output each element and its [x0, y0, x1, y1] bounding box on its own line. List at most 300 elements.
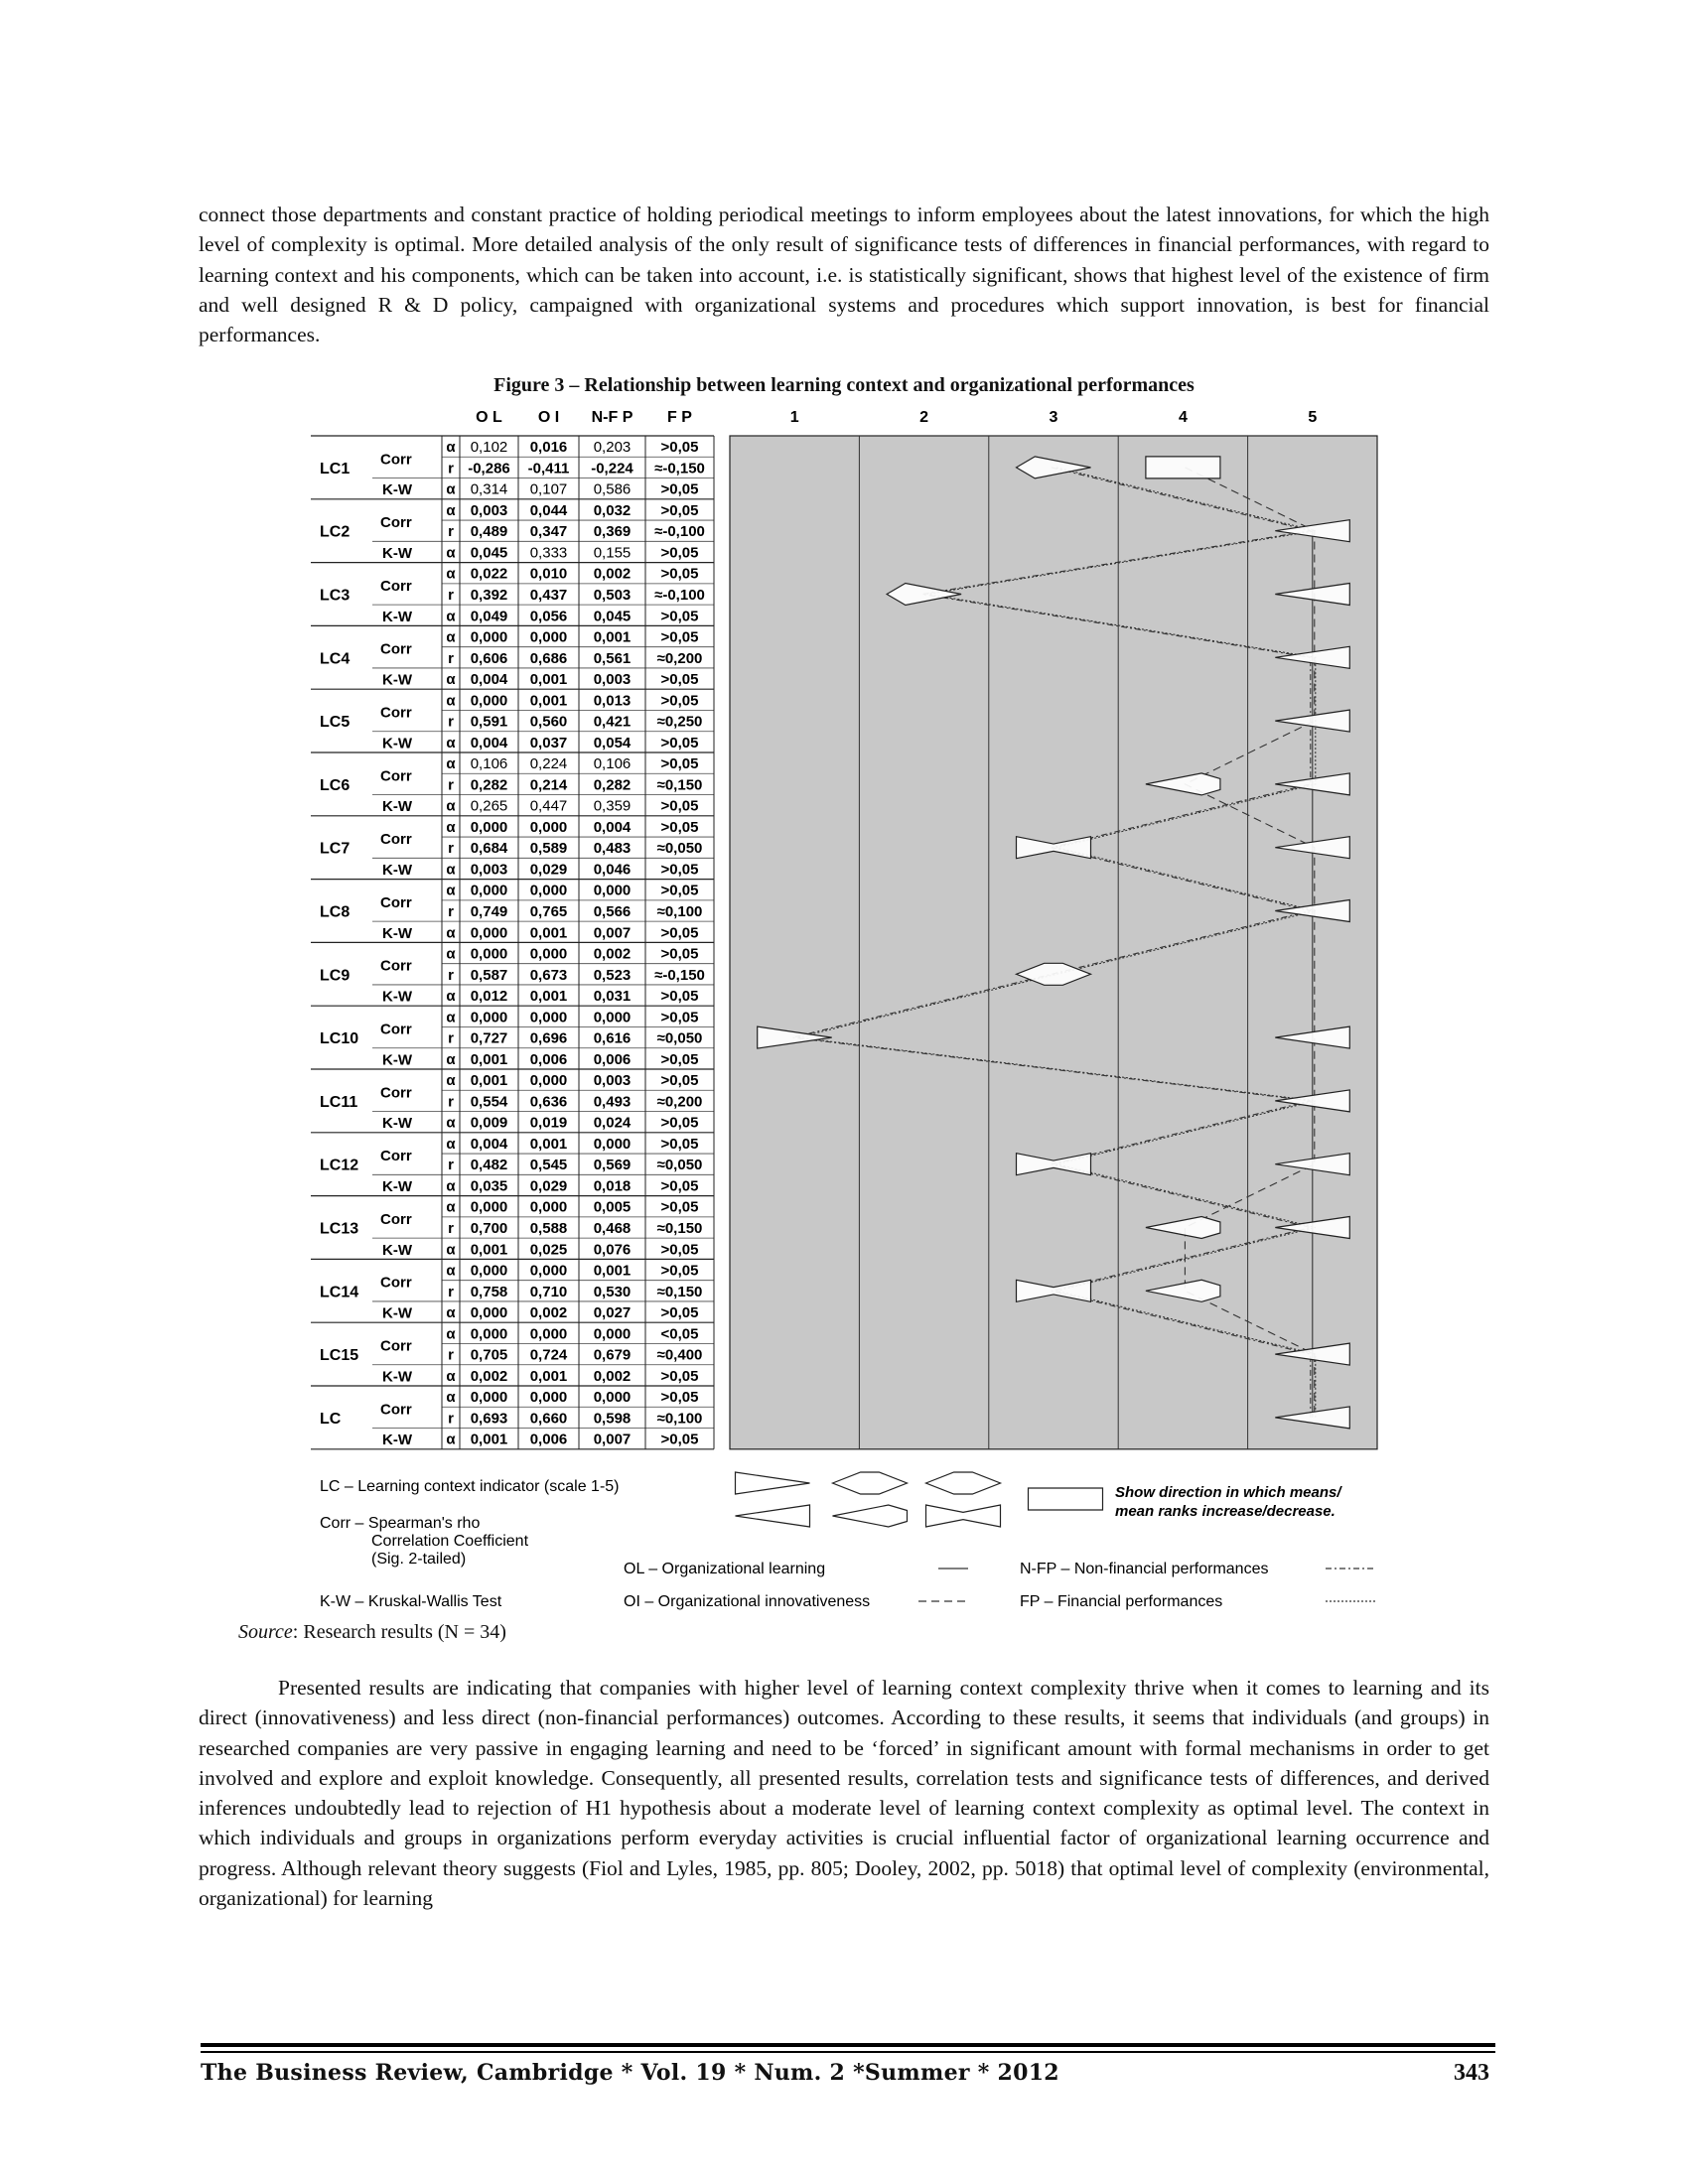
sub-stat-label: α: [446, 692, 456, 710]
sub-stat-label: r: [448, 713, 454, 731]
table-cell: ≈0,150: [656, 1220, 703, 1237]
row-stat-label: K-W: [382, 1051, 412, 1069]
table-cell: 0,000: [470, 1325, 508, 1343]
table-cell: 0,693: [470, 1410, 508, 1428]
table-cell: 0,710: [529, 1283, 568, 1300]
table-row: [311, 1199, 714, 1260]
table-cell: 0,004: [593, 818, 632, 836]
table-cell: 0,437: [529, 587, 568, 604]
table-cell: 0,001: [529, 988, 568, 1006]
table-cell: <0,05: [660, 1325, 699, 1343]
table-cell: 0,002: [593, 945, 632, 963]
table-cell: 0,013: [593, 692, 632, 710]
table-cell: 0,000: [529, 1198, 568, 1216]
table-cell: 0,468: [593, 1220, 632, 1237]
table-cell: 0,224: [529, 755, 568, 773]
table-cell: 0,006: [593, 1050, 632, 1068]
legend-shape-diamond: [833, 1472, 908, 1494]
table-cell: >0,05: [660, 818, 699, 836]
row-label: LC9: [320, 967, 351, 985]
table-cell: ≈-0,100: [654, 523, 705, 541]
footer-journal: The Business Review, Cambridge * Vol. 19 * Num. 2 *Summer * 2012: [201, 2060, 1059, 2086]
table-cell: >0,05: [660, 1389, 699, 1407]
table-cell: 0,686: [529, 649, 568, 667]
table-cell: 0,282: [470, 776, 508, 794]
legend-shape-hex-wedge-left: [833, 1505, 908, 1527]
table-cell: 0,029: [529, 1177, 568, 1195]
table-cell: 0,679: [593, 1346, 632, 1364]
table-cell: 0,333: [529, 544, 568, 562]
sub-stat-label: α: [446, 861, 456, 879]
table-cell: 0,106: [470, 755, 508, 773]
table-cell: 0,000: [470, 945, 508, 963]
table-cell: 0,000: [470, 1262, 508, 1280]
table-cell: 0,049: [470, 608, 508, 625]
table-cell: -0,411: [527, 460, 570, 478]
legend-oi: OI – Organizational innovativeness: [624, 1593, 871, 1610]
sub-stat-label: α: [446, 988, 456, 1006]
row-label: LC12: [320, 1157, 359, 1174]
table-cell: 0,493: [593, 1093, 632, 1111]
row-stat-label: K-W: [382, 1368, 412, 1386]
sub-stat-label: α: [446, 1198, 456, 1216]
table-cell: >0,05: [660, 1009, 699, 1026]
table-cell: ≈0,050: [656, 840, 703, 858]
table-cell: 0,588: [529, 1220, 568, 1237]
sub-stat-label: r: [448, 460, 454, 478]
table-cell: 0,007: [593, 1431, 632, 1448]
table-cell: >0,05: [660, 924, 699, 942]
table-cell: 0,002: [593, 1367, 632, 1385]
plot-background: [730, 436, 1377, 1449]
table-cell: 0,000: [529, 818, 568, 836]
table-cell: 0,561: [593, 649, 632, 667]
table-cell: ≈0,150: [656, 776, 703, 794]
table-cell: ≈0,050: [656, 1029, 703, 1047]
row-label: LC: [320, 1410, 342, 1428]
row-stat-label: Corr: [380, 767, 412, 785]
sub-stat-label: r: [448, 903, 454, 920]
table-cell: 0,016: [529, 439, 568, 457]
table-cell: 0,265: [470, 797, 508, 815]
table-row: [311, 946, 714, 1007]
column-header: O L: [476, 409, 502, 426]
legend-nfp: N-FP – Non-financial performances: [1020, 1561, 1269, 1577]
table-cell: 0,006: [529, 1050, 568, 1068]
table-cell: >0,05: [660, 608, 699, 625]
legend-shape-bowtie: [926, 1505, 1001, 1527]
table-cell: 0,636: [529, 1093, 568, 1111]
table-cell: 0,482: [470, 1157, 508, 1174]
row-stat-label: Corr: [380, 514, 412, 532]
table-cell: ≈-0,100: [654, 587, 705, 604]
sub-stat-label: α: [446, 818, 456, 836]
table-cell: 0,002: [470, 1367, 508, 1385]
table-cell: >0,05: [660, 1198, 699, 1216]
table-cell: 0,004: [470, 734, 508, 751]
table-cell: >0,05: [660, 882, 699, 899]
table-cell: 0,000: [593, 1009, 632, 1026]
table-cell: 0,447: [529, 797, 568, 815]
sub-stat-label: α: [446, 1241, 456, 1259]
table-cell: 0,560: [529, 713, 568, 731]
table-cell: 0,001: [529, 671, 568, 689]
sub-stat-label: α: [446, 608, 456, 625]
table-cell: 0,000: [529, 945, 568, 963]
table-cell: 0,037: [529, 734, 568, 751]
table-cell: 0,523: [593, 966, 632, 984]
table-cell: 0,589: [529, 840, 568, 858]
table-cell: ≈0,400: [656, 1346, 703, 1364]
stats-table: [311, 409, 714, 1449]
figure-title: Figure 3 – Relationship between learning context and organizational performances: [493, 374, 1195, 396]
row-stat-label: Corr: [380, 640, 412, 658]
table-cell: >0,05: [660, 1050, 699, 1068]
legend-direction-note: mean ranks increase/decrease.: [1115, 1503, 1336, 1520]
legend-ol: OL – Organizational learning: [624, 1561, 826, 1577]
table-cell: >0,05: [660, 1367, 699, 1385]
table-cell: 0,000: [529, 1072, 568, 1090]
table-cell: 0,000: [529, 1009, 568, 1026]
row-stat-label: Corr: [380, 957, 412, 975]
table-row: [311, 1389, 714, 1449]
table-cell: 0,705: [470, 1346, 508, 1364]
row-stat-label: K-W: [382, 1304, 412, 1322]
source-text: : Research results (N = 34): [292, 1621, 506, 1643]
table-cell: >0,05: [660, 480, 699, 498]
table-cell: 0,421: [593, 713, 632, 731]
table-cell: 0,598: [593, 1410, 632, 1428]
table-cell: 0,000: [529, 882, 568, 899]
table-cell: 0,107: [529, 480, 568, 498]
table-cell: >0,05: [660, 439, 699, 457]
table-row: [311, 629, 714, 690]
table-cell: 0,003: [470, 861, 508, 879]
table-cell: 0,019: [529, 1114, 568, 1132]
row-stat-label: K-W: [382, 671, 412, 689]
column-header: N-F P: [591, 409, 633, 426]
sub-stat-label: α: [446, 945, 456, 963]
legend-direction-note: Show direction in which means/: [1115, 1484, 1341, 1501]
table-cell: 0,001: [470, 1241, 508, 1259]
scale-label: 3: [1049, 409, 1058, 426]
table-cell: ≈-0,150: [654, 460, 705, 478]
table-cell: >0,05: [660, 1262, 699, 1280]
table-cell: 0,004: [470, 1135, 508, 1153]
row-stat-label: Corr: [380, 1337, 412, 1355]
table-cell: ≈0,200: [656, 649, 703, 667]
table-cell: 0,489: [470, 523, 508, 541]
footer-rule-thin: [201, 2051, 1495, 2053]
row-stat-label: K-W: [382, 1177, 412, 1195]
legend-corr: Corr – Spearman's rho: [320, 1515, 481, 1532]
table-cell: 0,000: [593, 1135, 632, 1153]
row-label: LC11: [320, 1093, 358, 1111]
table-cell: 0,003: [593, 671, 632, 689]
sub-stat-label: r: [448, 523, 454, 541]
row-stat-label: Corr: [380, 1274, 412, 1292]
table-cell: 0,724: [529, 1346, 568, 1364]
table-cell: 0,000: [470, 882, 508, 899]
sub-stat-label: α: [446, 882, 456, 899]
sub-stat-label: α: [446, 1262, 456, 1280]
table-cell: 0,203: [593, 439, 632, 457]
row-stat-label: K-W: [382, 861, 412, 879]
table-cell: 0,106: [593, 755, 632, 773]
table-cell: >0,05: [660, 1114, 699, 1132]
table-row: [311, 566, 714, 626]
table-cell: 0,045: [593, 608, 632, 625]
table-cell: 0,009: [470, 1114, 508, 1132]
table-cell: 0,001: [529, 1367, 568, 1385]
table-cell: 0,000: [593, 882, 632, 899]
sub-stat-label: r: [448, 966, 454, 984]
table-cell: 0,282: [593, 776, 632, 794]
row-stat-label: Corr: [380, 1021, 412, 1038]
row-label: LC3: [320, 587, 351, 605]
sub-stat-label: α: [446, 755, 456, 773]
row-stat-label: K-W: [382, 544, 412, 562]
table-row: [311, 1136, 714, 1196]
sub-stat-label: α: [446, 924, 456, 942]
legend-kw: K-W – Kruskal-Wallis Test: [320, 1593, 502, 1610]
row-stat-label: K-W: [382, 735, 412, 752]
table-cell: 0,000: [470, 924, 508, 942]
table-cell: ≈0,100: [656, 903, 703, 920]
sub-stat-label: α: [446, 628, 456, 646]
table-row: [311, 439, 714, 499]
row-stat-label: K-W: [382, 608, 412, 625]
table-cell: >0,05: [660, 671, 699, 689]
row-label: LC10: [320, 1030, 359, 1048]
row-stat-label: Corr: [380, 704, 412, 722]
table-cell: 0,044: [529, 501, 568, 519]
plot-area: [730, 409, 1377, 1449]
table-cell: -0,224: [591, 460, 633, 478]
sub-stat-label: α: [446, 480, 456, 498]
table-cell: ≈0,100: [656, 1410, 703, 1428]
table-cell: 0,765: [529, 903, 568, 920]
table-cell: 0,003: [593, 1072, 632, 1090]
table-cell: 0,545: [529, 1157, 568, 1174]
table-cell: >0,05: [660, 1177, 699, 1195]
table-cell: 0,004: [470, 671, 508, 689]
source-label: Source: [238, 1621, 293, 1643]
row-stat-label: Corr: [380, 1401, 412, 1419]
table-cell: 0,001: [529, 1135, 568, 1153]
table-cell: 0,606: [470, 649, 508, 667]
table-cell: >0,05: [660, 501, 699, 519]
paragraph-top: connect those departments and constant practice of holding periodical meetings to inform employees about the latest innovations, for which the high level of complexity is optimal. More detailed analysis of the only result of significance tests of differences in financial performances, with regard to learning context and his components, which can be taken into account, i.e. is statistically significant, shows that highest level of the existence of firm and well designed R & D policy, campaigned with organizational systems and procedures which support innovation, is best for financial performances.: [199, 203, 1489, 347]
table-cell: >0,05: [660, 861, 699, 879]
table-cell: 0,749: [470, 903, 508, 920]
table-cell: 0,000: [470, 1389, 508, 1407]
table-cell: ≈0,050: [656, 1157, 703, 1174]
sub-stat-label: α: [446, 671, 456, 689]
sub-stat-label: α: [446, 501, 456, 519]
table-cell: >0,05: [660, 1135, 699, 1153]
table-row: [311, 1263, 714, 1323]
table-cell: 0,035: [470, 1177, 508, 1195]
table-cell: 0,684: [470, 840, 508, 858]
legend-fp: FP – Financial performances: [1020, 1593, 1223, 1610]
table-cell: ≈0,200: [656, 1093, 703, 1111]
table-cell: 0,006: [529, 1431, 568, 1448]
sub-stat-label: α: [446, 439, 456, 457]
table-cell: 0,027: [593, 1304, 632, 1322]
row-stat-label: K-W: [382, 924, 412, 942]
table-cell: 0,673: [529, 966, 568, 984]
row-stat-label: Corr: [380, 1210, 412, 1228]
table-cell: 0,056: [529, 608, 568, 625]
legend-shape-rect: [1029, 1488, 1103, 1510]
table-cell: 0,000: [593, 1325, 632, 1343]
table-cell: 0,000: [529, 1389, 568, 1407]
scale-label: 5: [1308, 409, 1318, 426]
sub-stat-label: r: [448, 587, 454, 604]
table-cell: 0,001: [470, 1072, 508, 1090]
table-cell: 0,000: [470, 1304, 508, 1322]
figure-source: [238, 1621, 506, 1644]
sub-stat-label: r: [448, 840, 454, 858]
table-row: [311, 1009, 714, 1069]
row-stat-label: Corr: [380, 1148, 412, 1165]
sub-stat-label: α: [446, 544, 456, 562]
legend-corr: Correlation Coefficient: [371, 1533, 529, 1550]
table-cell: 0,001: [529, 692, 568, 710]
table-cell: 0,010: [529, 565, 568, 583]
row-label: LC13: [320, 1220, 359, 1238]
row-stat-label: Corr: [380, 577, 412, 595]
sub-stat-label: r: [448, 1093, 454, 1111]
row-stat-label: K-W: [382, 988, 412, 1006]
table-cell: 0,001: [470, 1431, 508, 1448]
table-cell: 0,758: [470, 1283, 508, 1300]
table-cell: 0,587: [470, 966, 508, 984]
column-header: O I: [537, 409, 560, 426]
sub-stat-label: α: [446, 565, 456, 583]
table-cell: 0,214: [529, 776, 568, 794]
table-row: [311, 1325, 714, 1386]
row-stat-label: K-W: [382, 1115, 412, 1133]
scale-label: 4: [1178, 409, 1188, 426]
sub-stat-label: r: [448, 1157, 454, 1174]
sub-stat-label: α: [446, 1135, 456, 1153]
table-cell: >0,05: [660, 1431, 699, 1448]
table-cell: 0,000: [470, 692, 508, 710]
row-label: LC6: [320, 776, 351, 794]
table-cell: >0,05: [660, 1241, 699, 1259]
table-cell: 0,000: [529, 1262, 568, 1280]
table-cell: ≈-0,150: [654, 966, 705, 984]
table-cell: 0,000: [529, 1325, 568, 1343]
table-cell: 0,000: [593, 1389, 632, 1407]
sub-stat-label: r: [448, 776, 454, 794]
table-cell: 0,046: [593, 861, 632, 879]
legend-corr: (Sig. 2-tailed): [371, 1551, 467, 1568]
table-cell: >0,05: [660, 1072, 699, 1090]
table-cell: 0,503: [593, 587, 632, 604]
table-cell: 0,591: [470, 713, 508, 731]
table-cell: 0,347: [529, 523, 568, 541]
table-cell: 0,003: [470, 501, 508, 519]
row-label: LC8: [320, 903, 351, 921]
row-stat-label: K-W: [382, 1432, 412, 1449]
sub-stat-label: α: [446, 797, 456, 815]
table-cell: 0,001: [529, 924, 568, 942]
table-cell: 0,155: [593, 544, 632, 562]
table-cell: 0,696: [529, 1029, 568, 1047]
table-cell: 0,000: [470, 1009, 508, 1026]
sub-stat-label: r: [448, 1220, 454, 1237]
table-cell: 0,314: [470, 480, 508, 498]
table-cell: 0,025: [529, 1241, 568, 1259]
row-stat-label: Corr: [380, 451, 412, 469]
sub-stat-label: α: [446, 1304, 456, 1322]
table-cell: 0,029: [529, 861, 568, 879]
table-cell: 0,045: [470, 544, 508, 562]
sub-stat-label: α: [446, 734, 456, 751]
table-cell: 0,369: [593, 523, 632, 541]
scale-label: 2: [919, 409, 929, 426]
table-cell: 0,076: [593, 1241, 632, 1259]
row-stat-label: K-W: [382, 1241, 412, 1259]
column-header: F P: [667, 409, 692, 426]
table-cell: 0,012: [470, 988, 508, 1006]
table-cell: 0,031: [593, 988, 632, 1006]
table-cell: 0,032: [593, 501, 632, 519]
legend-shape-wedge-right: [736, 1472, 810, 1494]
table-cell: >0,05: [660, 945, 699, 963]
footer-rule-thick: [201, 2043, 1495, 2047]
table-cell: 0,022: [470, 565, 508, 583]
table-row: [311, 502, 714, 563]
table-cell: 0,660: [529, 1410, 568, 1428]
table-row: [311, 755, 714, 816]
table-cell: 0,018: [593, 1177, 632, 1195]
row-label: LC5: [320, 714, 351, 732]
paragraph-bottom: Presented results are indicating that companies with higher level of learning context complexity thrive when it comes to learning and its direct (innovativeness) and less direct (non-financial performances) outcomes. According to these results, it seems that individuals (and groups) in researched companies are very passive in engaging learning and need to be ‘forced’ in significant amount with formal mechanisms in order to get involved and explore and exploit knowledge. Consequently, all presented results, correlation tests and significance tests of differences, and derived inferences undoubtedly lead to rejection of H1 hypothesis about a moderate level of learning context complexity as optimal level. The context in which individuals and groups in organizations perform everyday activities is crucial influential factor of organizational learning occurrence and progress. Although relevant theory suggests (Fiol and Lyles, 1985, pp. 805; Dooley, 2002, pp. 5018) that optimal level of complexity (environmental, organizational) for learning: [199, 1676, 1489, 1911]
sub-stat-label: r: [448, 1346, 454, 1364]
sub-stat-label: α: [446, 1072, 456, 1090]
sub-stat-label: r: [448, 1029, 454, 1047]
table-cell: 0,000: [470, 818, 508, 836]
sub-stat-label: α: [446, 1367, 456, 1385]
legend-lc: LC – Learning context indicator (scale 1-5): [320, 1478, 620, 1495]
sub-stat-label: α: [446, 1009, 456, 1026]
table-cell: 0,586: [593, 480, 632, 498]
legend-shape-diamond: [926, 1472, 1001, 1494]
table-cell: 0,483: [593, 840, 632, 858]
row-label: LC1: [320, 460, 351, 478]
table-cell: 0,001: [470, 1050, 508, 1068]
table-cell: ≈0,150: [656, 1283, 703, 1300]
table-cell: 0,000: [470, 628, 508, 646]
sub-stat-label: α: [446, 1325, 456, 1343]
table-row: [311, 883, 714, 943]
row-label: LC15: [320, 1347, 359, 1365]
table-cell: 0,359: [593, 797, 632, 815]
table-cell: >0,05: [660, 988, 699, 1006]
table-cell: 0,569: [593, 1157, 632, 1174]
sub-stat-label: α: [446, 1114, 456, 1132]
table-cell: 0,000: [529, 628, 568, 646]
table-cell: 0,616: [593, 1029, 632, 1047]
table-cell: >0,05: [660, 544, 699, 562]
table-cell: 0,700: [470, 1220, 508, 1237]
table-cell: >0,05: [660, 1304, 699, 1322]
table-row: [311, 1072, 714, 1133]
